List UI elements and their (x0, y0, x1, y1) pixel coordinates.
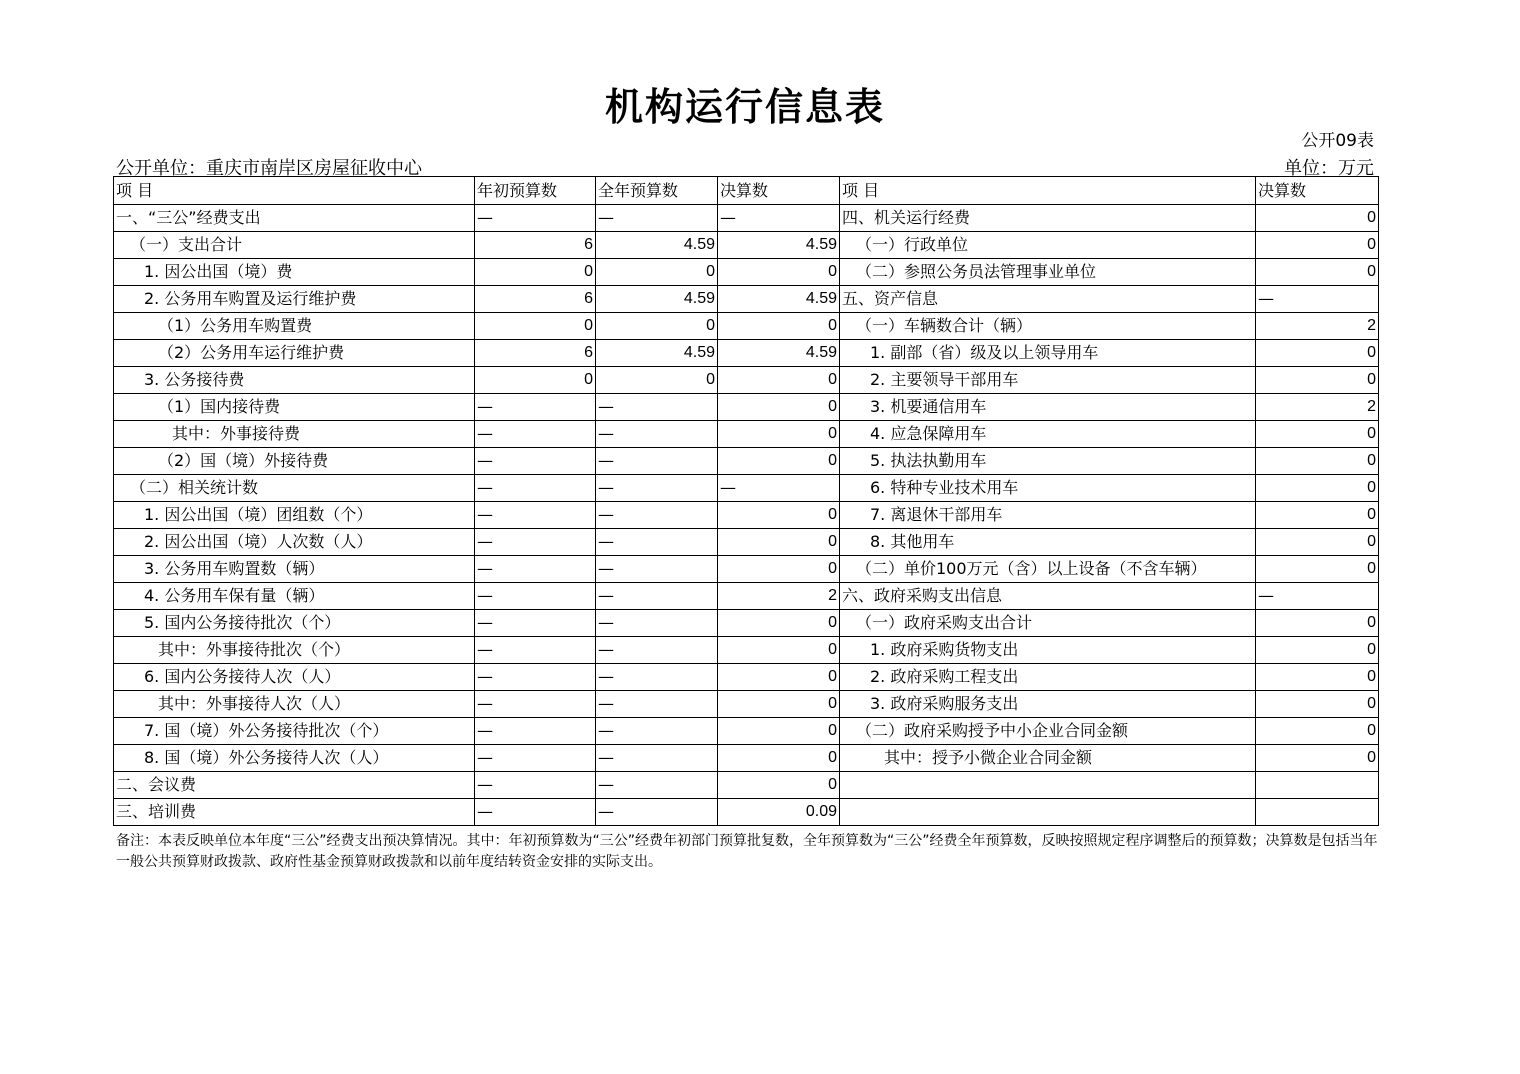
final-cell: 0 (718, 259, 840, 286)
table-row (114, 232, 1379, 259)
initial-budget-cell: — (475, 583, 596, 610)
full-budget-cell: — (596, 502, 718, 529)
row-item: 2. 公务用车购置及运行维护费 (114, 286, 475, 313)
right-item: （二）单价100万元（含）以上设备（不含车辆） (840, 556, 1256, 583)
right-final-cell: 0 (1256, 529, 1379, 556)
full-budget-cell: — (596, 448, 718, 475)
full-budget-cell: 0 (596, 313, 718, 340)
initial-budget-cell: — (475, 394, 596, 421)
initial-budget-cell: — (475, 475, 596, 502)
right-item: （二）政府采购授予中小企业合同金额 (840, 718, 1256, 745)
table-row (114, 259, 1379, 286)
table-row (114, 556, 1379, 583)
right-final-cell: 0 (1256, 745, 1379, 772)
right-final-cell: 0 (1256, 556, 1379, 583)
right-final-cell: 2 (1256, 313, 1379, 340)
full-budget-cell: 0 (596, 367, 718, 394)
operation-info-table (113, 176, 1379, 826)
initial-budget-cell: — (475, 421, 596, 448)
right-item (840, 799, 1256, 826)
initial-budget-cell: 0 (475, 367, 596, 394)
row-item: 8. 国（境）外公务接待人次（人） (114, 745, 475, 772)
row-item: 一、“三公”经费支出 (114, 205, 475, 232)
right-item: 五、资产信息 (840, 286, 1256, 313)
initial-budget-cell: — (475, 718, 596, 745)
full-budget-cell: — (596, 205, 718, 232)
row-item: （一）支出合计 (114, 232, 475, 259)
row-item: （1）公务用车购置费 (114, 313, 475, 340)
header-row (114, 177, 1379, 205)
initial-budget-cell: — (475, 205, 596, 232)
initial-budget-cell: 0 (475, 313, 596, 340)
right-final-cell: 0 (1256, 637, 1379, 664)
table-row (114, 421, 1379, 448)
right-final-cell (1256, 799, 1379, 826)
row-item: 3. 公务用车购置数（辆） (114, 556, 475, 583)
final-cell: — (718, 475, 840, 502)
final-cell: 0 (718, 637, 840, 664)
right-final-cell: 0 (1256, 367, 1379, 394)
table-row (114, 718, 1379, 745)
final-cell: 0 (718, 421, 840, 448)
row-item: （1）国内接待费 (114, 394, 475, 421)
full-budget-cell: 4.59 (596, 286, 718, 313)
table-row (114, 340, 1379, 367)
full-budget-cell: 0 (596, 259, 718, 286)
final-cell: 4.59 (718, 286, 840, 313)
final-cell: 0 (718, 691, 840, 718)
right-item: 7. 离退休干部用车 (840, 502, 1256, 529)
full-budget-cell: — (596, 718, 718, 745)
full-budget-cell: — (596, 394, 718, 421)
header-initial-budget: 年初预算数 (475, 177, 596, 205)
row-item: 2. 因公出国（境）人次数（人） (114, 529, 475, 556)
form-number: 公开09表 (1301, 131, 1374, 151)
right-final-cell: 0 (1256, 259, 1379, 286)
initial-budget-cell: 6 (475, 286, 596, 313)
right-item: 5. 执法执勤用车 (840, 448, 1256, 475)
final-cell: 0 (718, 367, 840, 394)
row-item: 1. 因公出国（境）团组数（个） (114, 502, 475, 529)
final-cell: 4.59 (718, 232, 840, 259)
right-final-cell: 0 (1256, 448, 1379, 475)
table-row (114, 772, 1379, 799)
final-cell: 2 (718, 583, 840, 610)
final-cell: 0 (718, 745, 840, 772)
right-final-cell: 0 (1256, 421, 1379, 448)
header-right-final: 决算数 (1256, 177, 1379, 205)
row-item: 7. 国（境）外公务接待批次（个） (114, 718, 475, 745)
right-item: 3. 政府采购服务支出 (840, 691, 1256, 718)
row-item: （二）相关统计数 (114, 475, 475, 502)
full-budget-cell: — (596, 637, 718, 664)
full-budget-cell: — (596, 421, 718, 448)
table-row (114, 610, 1379, 637)
final-cell: 0 (718, 610, 840, 637)
full-budget-cell: — (596, 556, 718, 583)
full-budget-cell: — (596, 475, 718, 502)
final-cell: 0 (718, 529, 840, 556)
table-row (114, 448, 1379, 475)
full-budget-cell: 4.59 (596, 340, 718, 367)
right-item: 2. 主要领导干部用车 (840, 367, 1256, 394)
table-row (114, 502, 1379, 529)
row-item: 其中：外事接待人次（人） (114, 691, 475, 718)
initial-budget-cell: — (475, 799, 596, 826)
initial-budget-cell: — (475, 691, 596, 718)
right-final-cell: 0 (1256, 232, 1379, 259)
full-budget-cell: — (596, 610, 718, 637)
right-item: 四、机关运行经费 (840, 205, 1256, 232)
right-final-cell: 0 (1256, 205, 1379, 232)
initial-budget-cell: — (475, 529, 596, 556)
full-budget-cell: — (596, 691, 718, 718)
row-item: 二、会议费 (114, 772, 475, 799)
full-budget-cell: — (596, 772, 718, 799)
row-item: 3. 公务接待费 (114, 367, 475, 394)
right-final-cell: 0 (1256, 664, 1379, 691)
table-row (114, 313, 1379, 340)
right-final-cell: 0 (1256, 475, 1379, 502)
final-cell: 0 (718, 664, 840, 691)
initial-budget-cell: — (475, 448, 596, 475)
final-cell: 0 (718, 313, 840, 340)
right-item (840, 772, 1256, 799)
initial-budget-cell: — (475, 772, 596, 799)
final-cell: 0 (718, 772, 840, 799)
table-row (114, 367, 1379, 394)
right-item: 6. 特种专业技术用车 (840, 475, 1256, 502)
row-item: 5. 国内公务接待批次（个） (114, 610, 475, 637)
row-item: 其中：外事接待费 (114, 421, 475, 448)
right-final-cell: 0 (1256, 691, 1379, 718)
initial-budget-cell: — (475, 502, 596, 529)
right-final-cell: — (1256, 286, 1379, 313)
full-budget-cell: — (596, 529, 718, 556)
right-final-cell: 0 (1256, 718, 1379, 745)
right-final-cell: 0 (1256, 610, 1379, 637)
full-budget-cell: 4.59 (596, 232, 718, 259)
footnote: 备注：本表反映单位本年度“三公”经费支出预决算情况。其中：年初预算数为“三公”经费年初部门预算批复数，全年预算数为“三公”经费全年预算数，反映按照规定程序调整后的预算数；决算数是包括当年一般公共预算财政拨款、政府性基金预算财政拨款和以前年度结转资金安排的实际支出。 (116, 833, 1378, 870)
final-cell: 0 (718, 448, 840, 475)
initial-budget-cell: 6 (475, 340, 596, 367)
initial-budget-cell: 6 (475, 232, 596, 259)
header-final: 决算数 (718, 177, 840, 205)
right-final-cell: 2 (1256, 394, 1379, 421)
final-cell: 0.09 (718, 799, 840, 826)
initial-budget-cell: 0 (475, 259, 596, 286)
row-item: 4. 公务用车保有量（辆） (114, 583, 475, 610)
right-item: 8. 其他用车 (840, 529, 1256, 556)
right-item: 六、政府采购支出信息 (840, 583, 1256, 610)
final-cell: 0 (718, 556, 840, 583)
right-final-cell (1256, 772, 1379, 799)
full-budget-cell: — (596, 583, 718, 610)
table-row (114, 475, 1379, 502)
final-cell: 4.59 (718, 340, 840, 367)
right-item: （一）车辆数合计（辆） (840, 313, 1256, 340)
final-cell: 0 (718, 718, 840, 745)
table-row (114, 583, 1379, 610)
full-budget-cell: — (596, 664, 718, 691)
row-item: （2）国（境）外接待费 (114, 448, 475, 475)
right-final-cell: 0 (1256, 502, 1379, 529)
publishing-unit: 公开单位：重庆市南岸区房屋征收中心 (116, 158, 422, 179)
right-item: 2. 政府采购工程支出 (840, 664, 1256, 691)
right-item: （一）行政单位 (840, 232, 1256, 259)
table-row (114, 637, 1379, 664)
row-item: （2）公务用车运行维护费 (114, 340, 475, 367)
right-final-cell: — (1256, 583, 1379, 610)
initial-budget-cell: — (475, 664, 596, 691)
table-row (114, 664, 1379, 691)
table-row (114, 799, 1379, 826)
right-item: 其中：授予小微企业合同金额 (840, 745, 1256, 772)
right-item: 1. 副部（省）级及以上领导用车 (840, 340, 1256, 367)
row-item: 其中：外事接待批次（个） (114, 637, 475, 664)
table-row (114, 286, 1379, 313)
table-row (114, 529, 1379, 556)
header-full-budget: 全年预算数 (596, 177, 718, 205)
row-item: 6. 国内公务接待人次（人） (114, 664, 475, 691)
page-title: 机构运行信息表 (604, 85, 885, 129)
right-item: （一）政府采购支出合计 (840, 610, 1256, 637)
final-cell: 0 (718, 502, 840, 529)
full-budget-cell: — (596, 745, 718, 772)
initial-budget-cell: — (475, 610, 596, 637)
right-final-cell: 0 (1256, 340, 1379, 367)
right-item: （二）参照公务员法管理事业单位 (840, 259, 1256, 286)
row-item: 三、培训费 (114, 799, 475, 826)
right-item: 4. 应急保障用车 (840, 421, 1256, 448)
table-row (114, 394, 1379, 421)
table-row (114, 691, 1379, 718)
initial-budget-cell: — (475, 556, 596, 583)
table-row (114, 745, 1379, 772)
initial-budget-cell: — (475, 745, 596, 772)
row-item: 1. 因公出国（境）费 (114, 259, 475, 286)
table-row (114, 205, 1379, 232)
right-item: 3. 机要通信用车 (840, 394, 1256, 421)
right-item: 1. 政府采购货物支出 (840, 637, 1256, 664)
header-item: 项 目 (114, 177, 475, 205)
final-cell: — (718, 205, 840, 232)
initial-budget-cell: — (475, 637, 596, 664)
full-budget-cell: — (596, 799, 718, 826)
header-right-item: 项 目 (840, 177, 1256, 205)
final-cell: 0 (718, 394, 840, 421)
currency-unit: 单位：万元 (1284, 158, 1374, 179)
